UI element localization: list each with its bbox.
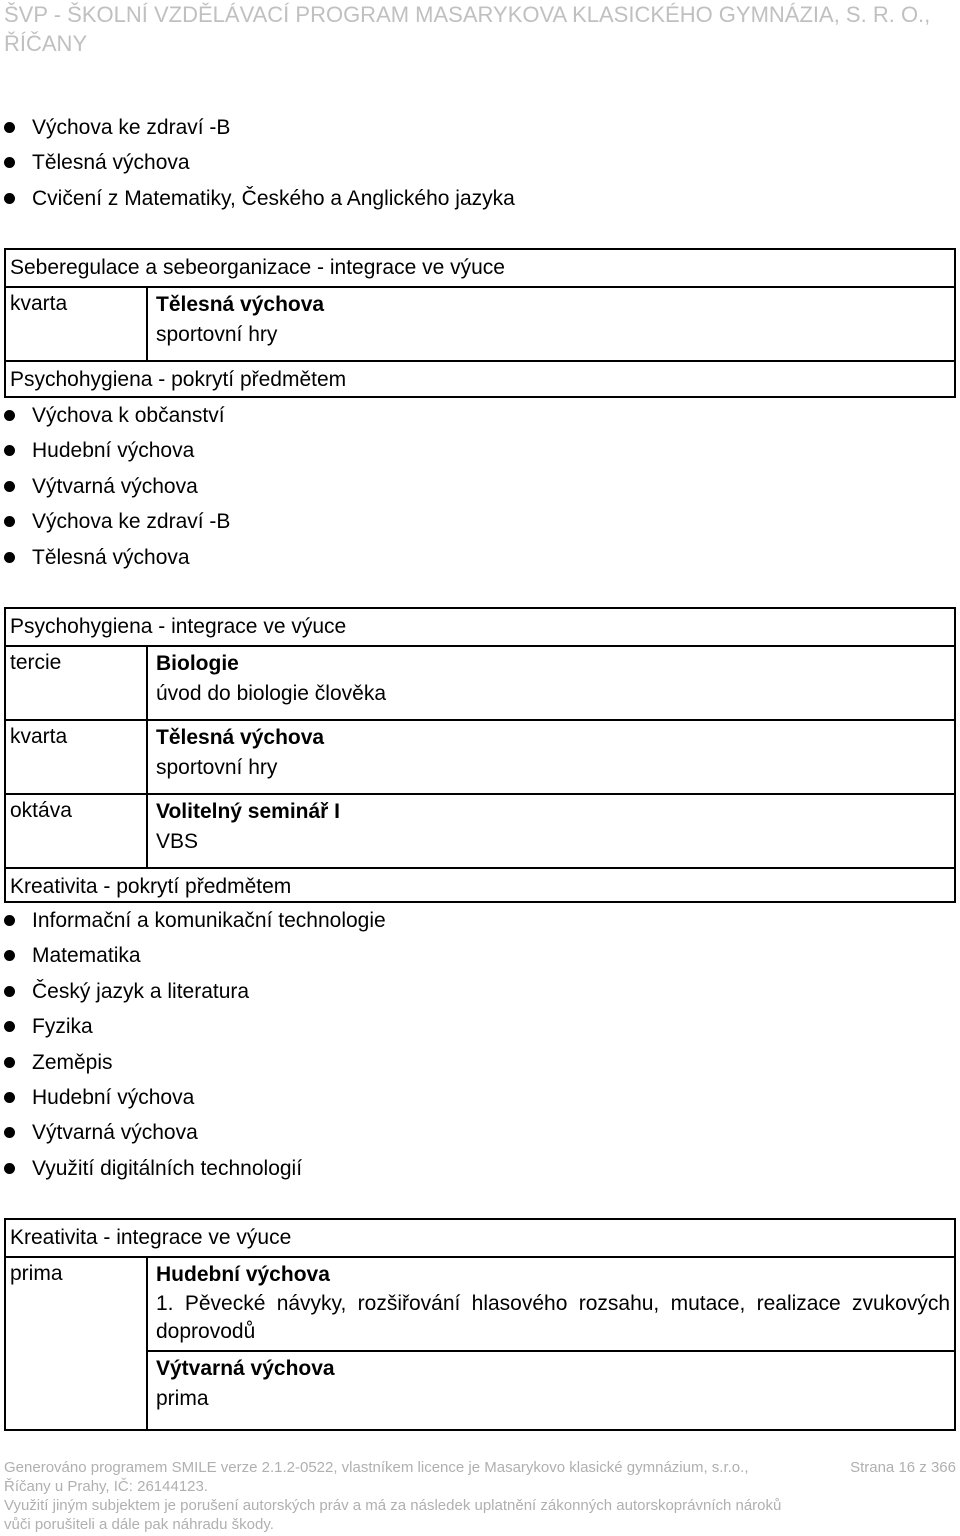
section-title: Kreativita - pokrytí předmětem <box>10 875 292 898</box>
list-item: Fyzika <box>0 1009 960 1044</box>
list-item: Využití digitálních technologií <box>0 1151 960 1186</box>
grade-cell: prima <box>6 1258 148 1431</box>
subject-name: Tělesná výchova <box>156 726 325 749</box>
topic-text: sportovní hry <box>156 756 278 779</box>
bullet-icon <box>4 986 15 997</box>
bullet-icon <box>4 552 15 563</box>
list-coverage-2 <box>0 398 960 575</box>
bullet-icon <box>4 1163 15 1174</box>
list-item: Tělesná výchova <box>0 145 960 180</box>
bullet-icon <box>4 410 15 421</box>
table-row <box>6 793 954 867</box>
grade-cell: kvarta <box>6 288 148 360</box>
integration-table-self-regulation <box>4 248 956 398</box>
list-item: Informační a komunikační technologie <box>0 903 960 938</box>
list-item: Hudební výchova <box>0 1080 960 1115</box>
bullet-icon <box>4 481 15 492</box>
integration-table-creativity <box>4 1218 956 1431</box>
list-item: Zeměpis <box>0 1045 960 1080</box>
list-item: Cvičení z Matematiky, Českého a Anglického jazyka <box>0 181 960 216</box>
bullet-icon <box>4 1057 15 1068</box>
list-item: Výchova ke zdraví -B <box>0 504 960 539</box>
list-item: Hudební výchova <box>0 433 960 468</box>
topic-text: úvod do biologie člověka <box>156 682 386 705</box>
table-row <box>6 645 954 719</box>
bullet-icon <box>4 122 15 133</box>
grade-cell: kvarta <box>6 721 148 793</box>
footer-generator-note: Generováno programem SMILE verze 2.1.2-0522, vlastníkem licence je Masarykovo klasické gymnázium, s.r.o., Říčany u Prahy, IČ: 26144123. <box>4 1459 749 1495</box>
grade-cell: tercie <box>6 647 148 719</box>
page-footer <box>4 1458 956 1534</box>
bullet-icon <box>4 193 15 204</box>
page-number: Strana 16 z 366 <box>850 1459 956 1476</box>
bullet-icon <box>4 915 15 926</box>
list-item: Matematika <box>0 938 960 973</box>
subject-name: Tělesná výchova <box>156 293 325 316</box>
subject-name: Hudební výchova <box>156 1263 330 1286</box>
subject-name: Volitelný seminář I <box>156 800 341 823</box>
table-title: Seberegulace a sebeorganizace - integrace ve výuce <box>10 256 505 279</box>
bullet-icon <box>4 445 15 456</box>
footer-copyright-note: Využití jiným subjektem je porušení autorských práv a má za následek uplatnění zákonných autorskoprávních nároků vůči porušiteli a dále pak náhradu škody. <box>4 1497 782 1533</box>
table-row <box>6 719 954 793</box>
document-header: ŠVP - ŠKOLNÍ VZDĚLÁVACÍ PROGRAM MASARYKOVA KLASICKÉHO GYMNÁZIA, S. R. O., ŘÍČANY <box>4 2 931 56</box>
list-coverage-3 <box>0 903 960 1186</box>
bullet-icon <box>4 1021 15 1032</box>
topic-text: sportovní hry <box>156 323 278 346</box>
table-title: Kreativita - integrace ve výuce <box>10 1226 292 1249</box>
topic-text: prima <box>156 1387 209 1410</box>
bullet-icon <box>4 1127 15 1138</box>
grade-cell: oktáva <box>6 795 148 867</box>
section-title: Psychohygiena - pokrytí předmětem <box>10 368 347 391</box>
table-title: Psychohygiena - integrace ve výuce <box>10 615 347 638</box>
integration-table-psychohygiene <box>4 607 956 903</box>
topic-text: VBS <box>156 830 199 853</box>
subject-name: Výtvarná výchova <box>156 1357 335 1380</box>
list-item: Výchova ke zdraví -B <box>0 110 960 145</box>
bullet-icon <box>4 516 15 527</box>
list-item: Výchova k občanství <box>0 398 960 433</box>
table-row <box>6 1256 954 1431</box>
bullet-icon <box>4 950 15 961</box>
table-row <box>6 286 954 360</box>
subject-name: Biologie <box>156 652 239 675</box>
list-item: Výtvarná výchova <box>0 469 960 504</box>
bullet-icon <box>4 157 15 168</box>
list-item: Tělesná výchova <box>0 540 960 575</box>
topic-text: 1. Pěvecké návyky, rozšiřování hlasového rozsahu, mutace, realizace zvukových doprovodů <box>156 1292 950 1343</box>
list-coverage-1 <box>0 110 960 216</box>
list-item: Výtvarná výchova <box>0 1115 960 1150</box>
list-item: Český jazyk a literatura <box>0 974 960 1009</box>
bullet-icon <box>4 1092 15 1103</box>
